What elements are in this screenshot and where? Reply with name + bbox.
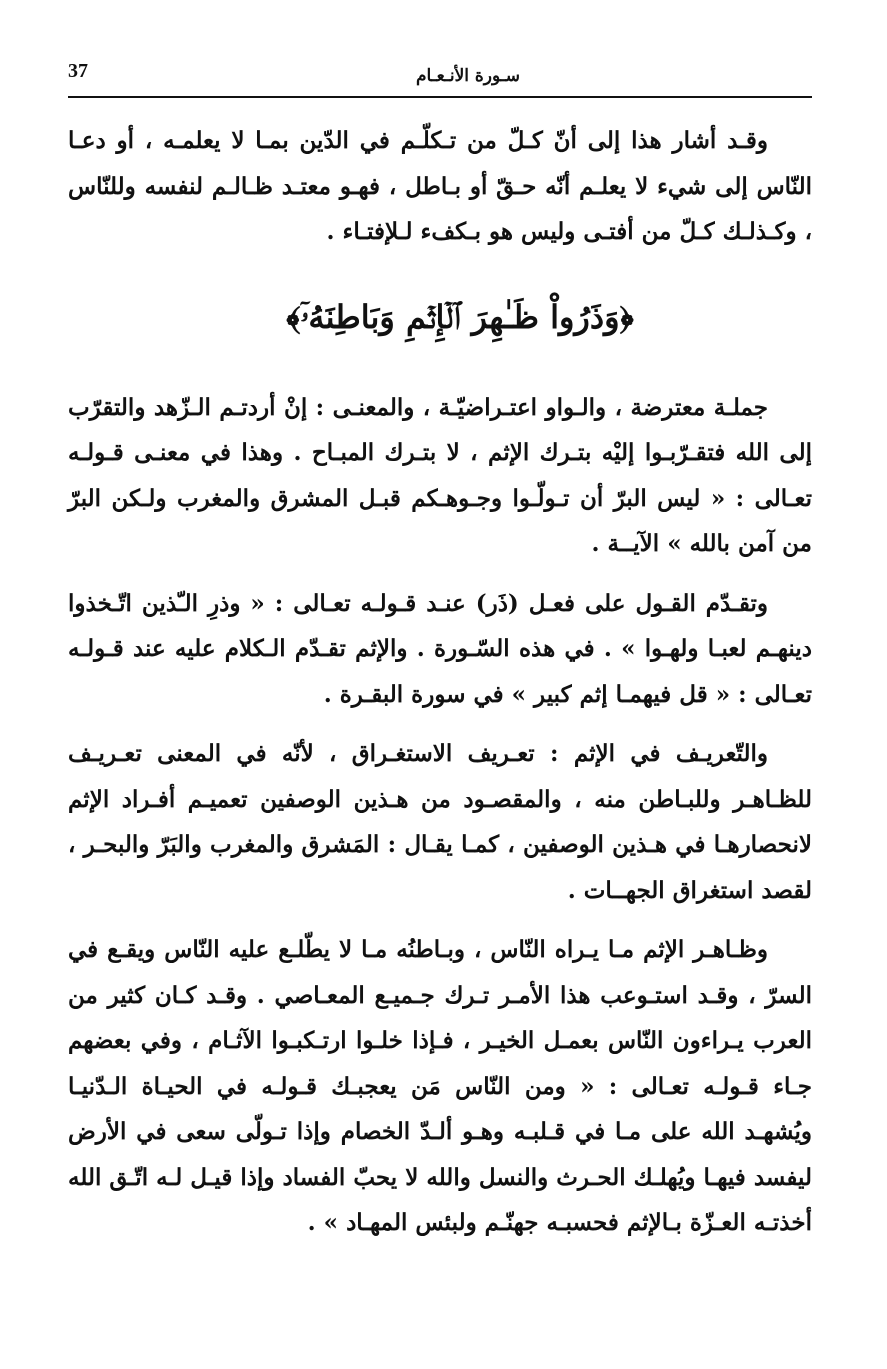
page-number: 37 bbox=[68, 60, 88, 82]
running-title: سـورة الأنـعـام bbox=[415, 66, 521, 86]
paragraph-3: وتقـدّم القـول على فعـل (ذَر) عنـد قـولـه تعـالى : « وذرِ الـّذين اتّـخذوا دينهـم لعبـا ولهـوا » . في هذه السّـورة . والإثم تقـدّم الـكلام عليه عند قـولـه تعـالى : « قل فيهمـا إثم كبير » في سورة البقـرة . bbox=[68, 589, 812, 708]
paragraph-gap bbox=[68, 717, 812, 731]
paragraph-1: وقـد أشار هذا إلى أنّ كـلّ من تـكلّـم في الدّين بمـا لا يعلمـه ، أو دعـا النّاس إلى شيء لا يعلـم أنّه حـقّ أو بـاطل ، فهـو معتـد ظـالـم لنفسه وللنّاس ، وكـذلـك كـلّ من أفتـى وليس هو بـكفء لـلإفتـاء . bbox=[68, 127, 812, 245]
paragraph-gap bbox=[68, 567, 812, 581]
page-header bbox=[68, 58, 812, 98]
paragraph-5: وظـاهـر الإثم مـا يـراه النّاس ، وبـاطنُه مـا لا يطّلـع عليه النّاس ويقـع في السرّ ، وقـد استـوعب هذا الأمـر تـرك جـميـع المعـاصي . وقـد كـان كثير من العرب يـراءون النّاس بعمـل الخيـر ، فـإذا خلـوا ارتـكبـوا الآثـام ، وفي بعضهم جـاء قـولـه تعـالى : « ومن النّاس مَن يعجبـك قـولـه في الحيـاة الـدّنيـا ويُشهـد الله على مـا في قـلبـه وهـو ألـدّ الخصام وإذا تـولّى سعى في الأرض ليفسد فيهـا ويُهلـك الحـرث والنسل والله لا يحبّ الفساد وإذا قيـل لـه اتّـق الله أخذتـه العـزّة بـالإثم فحسبـه جهنّـم ولبئس المهـاد » . bbox=[68, 936, 812, 1236]
header-divider bbox=[68, 96, 812, 98]
page-body bbox=[68, 118, 812, 1246]
paragraph-gap bbox=[68, 913, 812, 927]
paragraph-4: والتّعريـف في الإثم : تعـريف الاستغـراق ، لأنّه في المعنى تعـريـف للظـاهـر وللبـاطن منه ، والمقصـود من هـذين الوصفين تعميـم أفـراد الإثم لانحصارهـا في هـذين الوصفين ، كمـا يقـال : المَشرق والمغرب والبَرّ والبحـر ، لقصد استغراق الجهــات . bbox=[68, 740, 812, 904]
quran-verse-heading: ﴿وَذَرُواْ ظَـٰهِرَ ٱلۡإِثۡمِ وَبَاطِنَهُۥٓ﴾ bbox=[286, 297, 634, 336]
paragraph-2: جملـة معترضة ، والـواو اعتـراضيّـة ، والمعنـى : إنْ أردتـم الـزّهد والتقرّب إلى الله فتقـرّبـوا إليْه بتـرك الإثم ، لا بتـرك المبـاح . وهذا في معنـى قـولـه تعـالى : « ليس البرّ أن تـولّـوا وجـوهـكم قبـل المشرق والمغرب ولـكن البرّ من آمن بالله » الآيــة . bbox=[68, 393, 812, 557]
